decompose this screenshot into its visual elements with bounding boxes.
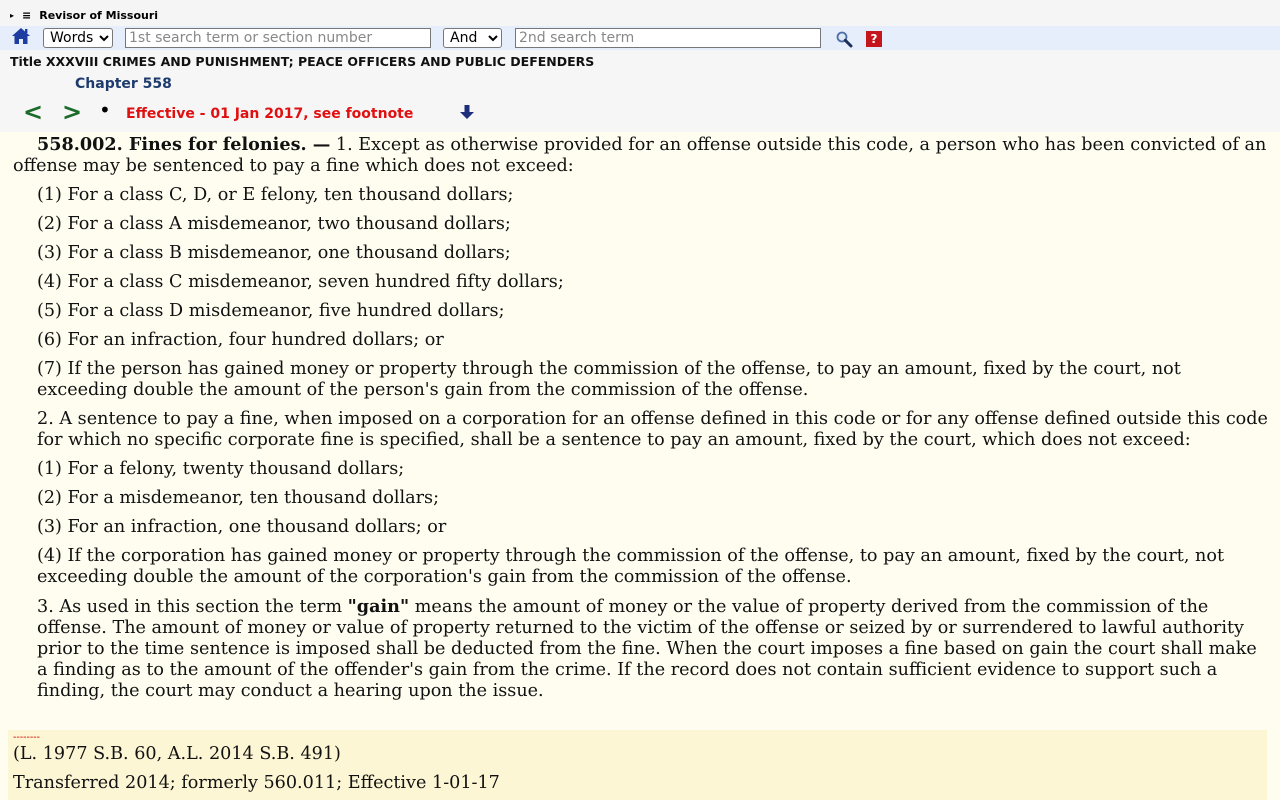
list1-item: (6) For an infraction, four hundred dollars; or [37, 330, 444, 350]
arrow-down-icon[interactable] [459, 104, 475, 120]
search-term-2-input[interactable] [515, 28, 821, 48]
menu-icon[interactable]: ≡ [22, 9, 32, 22]
footer-divider: -------- [13, 732, 41, 743]
home-icon[interactable] [11, 26, 31, 46]
expand-icon[interactable]: ▸ [10, 11, 15, 20]
search-term-1-input[interactable] [125, 28, 431, 48]
section-heading: 558.002. Fines for felonies. — [37, 134, 331, 155]
paragraph-2: 2. A sentence to pay a fine, when imposed on a corporation for an offense defined in this code or for any offense defined outside this code for which no specific corporate fine is specified, shall be a sentence to pay an amount, fixed by the court, which does not exceed: [37, 409, 1268, 450]
title-breadcrumb[interactable]: Title XXXVIII CRIMES AND PUNISHMENT; PEACE OFFICERS AND PUBLIC DEFENDERS [10, 54, 595, 69]
list1-item: (3) For a class B misdemeanor, one thousand dollars; [37, 243, 511, 263]
list1-item: (7) If the person has gained money or property through the commission of the offense, to pay an amount, fixed by the court, not exceeding double the amount of the person's gain from the commission of the offense. [37, 359, 1181, 400]
list2-item: (4) If the corporation has gained money or property through the commission of the offense, to pay an amount, fixed by the court, not exceeding double the amount of the corporation's gain from the commission of the offense. [37, 546, 1225, 587]
operator-select[interactable] [443, 28, 502, 48]
legislative-history: (L. 1977 S.B. 60, A.L. 2014 S.B. 491) [13, 744, 341, 764]
next-section-button[interactable]: > [62, 98, 83, 126]
list1-item: (5) For a class D misdemeanor, five hundred dollars; [37, 301, 505, 321]
paragraph-3-lead: 3. As used in this section the term [37, 597, 348, 617]
paragraph-3-body: means the amount of money or the value of property derived from the commission of the offense. The amount of money or value of property returned to the victim of the offense or seized by or surrendered to lawful authority prior to the time sentence is imposed shall be deducted from the fine. When the court imposes a fine based on gain the court shall make a finding as to the amount of the offender's gain from the crime. If the record does not contain sufficient evidence to support such a finding, the court may conduct a hearing upon the issue. [37, 597, 1257, 701]
search-icon[interactable] [835, 30, 853, 48]
list2-item: (1) For a felony, twenty thousand dollars; [37, 459, 405, 479]
top-bar [0, 0, 1280, 26]
search-mode-select[interactable] [43, 28, 113, 48]
list1-item: (4) For a class C misdemeanor, seven hundred fifty dollars; [37, 272, 564, 292]
list1-item: (1) For a class C, D, or E felony, ten thousand dollars; [37, 185, 514, 205]
history-footer [8, 730, 1267, 800]
help-icon[interactable]: ? [866, 31, 882, 47]
paragraph-3 [13, 596, 1268, 702]
list2-item: (2) For a misdemeanor, ten thousand dollars; [37, 488, 440, 508]
previous-section-button[interactable]: < [23, 98, 44, 126]
section-intro [13, 134, 1268, 177]
chapter-breadcrumb[interactable]: Chapter 558 [75, 76, 172, 92]
list1-item: (2) For a class A misdemeanor, two thousand dollars; [37, 214, 511, 234]
site-header [10, 9, 158, 22]
list2-item: (3) For an infraction, one thousand dollars; or [37, 517, 447, 537]
statute-content [0, 132, 1280, 800]
effective-date-link[interactable]: Effective - 01 Jan 2017, see footnote [126, 106, 414, 122]
defined-term: "gain" [347, 596, 410, 617]
transfer-note: Transferred 2014; formerly 560.011; Effective 1-01-17 [13, 773, 500, 793]
site-title[interactable]: Revisor of Missouri [39, 9, 159, 22]
section-dot-icon[interactable]: • [99, 98, 111, 122]
section-intro-text: 1. Except as otherwise provided for an offense outside this code, a person who has been convicted of an offense may be sentenced to pay a fine which does not exceed: [13, 135, 1267, 176]
